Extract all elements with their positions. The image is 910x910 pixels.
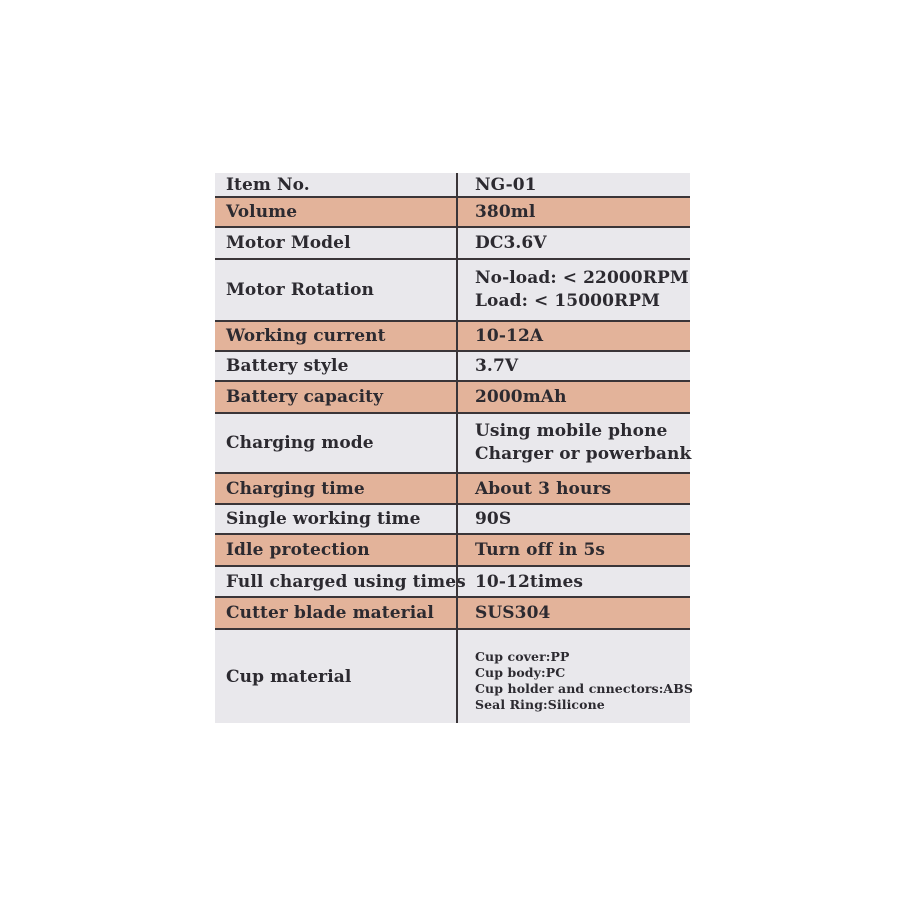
spec-value-line: Charger or powerbank — [475, 444, 692, 464]
spec-label: Battery capacity — [215, 382, 456, 414]
spec-label: Battery style — [215, 352, 456, 382]
spec-label: Cup material — [226, 666, 352, 687]
spec-label: Single working time — [215, 505, 456, 535]
spec-value: 2000mAh — [456, 382, 690, 414]
spec-value-line: Cup body:PC — [475, 664, 566, 680]
spec-value: 380ml — [456, 198, 690, 228]
spec-value: 90S — [456, 505, 690, 535]
spec-value: DC3.6V — [456, 228, 690, 260]
spec-value-line: Cup cover:PP — [475, 648, 570, 664]
spec-value — [456, 630, 694, 723]
spec-value: Turn off in 5s — [456, 535, 690, 567]
spec-value: NG-01 — [456, 173, 690, 198]
spec-label: Motor Model — [215, 228, 456, 260]
spec-label: Item No. — [215, 173, 456, 198]
spec-value — [456, 414, 690, 474]
spec-label: Full charged using times — [215, 567, 456, 598]
spec-value-line: No-load: < 22000RPM — [475, 268, 689, 288]
spec-value-line: Load: < 15000RPM — [475, 291, 661, 311]
spec-value-line: Using mobile phone — [475, 421, 668, 441]
spec-label: Charging mode — [215, 414, 456, 474]
spec-value-line: Cup holder and cnnectors:ABS — [475, 680, 694, 696]
spec-label: Working current — [215, 322, 456, 352]
spec-value — [456, 260, 690, 322]
spec-label: Cutter blade material — [215, 598, 456, 630]
spec-value: 10-12A — [456, 322, 690, 352]
spec-label: Motor Rotation — [215, 260, 456, 322]
spec-table — [215, 173, 694, 723]
spec-value: 10-12times — [456, 567, 690, 598]
spec-label: Volume — [215, 198, 456, 228]
spec-label: Charging time — [215, 474, 456, 505]
spec-label: Idle protection — [215, 535, 456, 567]
spec-value-line: Seal Ring:Silicone — [475, 696, 605, 712]
spec-value: About 3 hours — [456, 474, 690, 505]
spec-value: SUS304 — [456, 598, 690, 630]
spec-value: 3.7V — [456, 352, 690, 382]
